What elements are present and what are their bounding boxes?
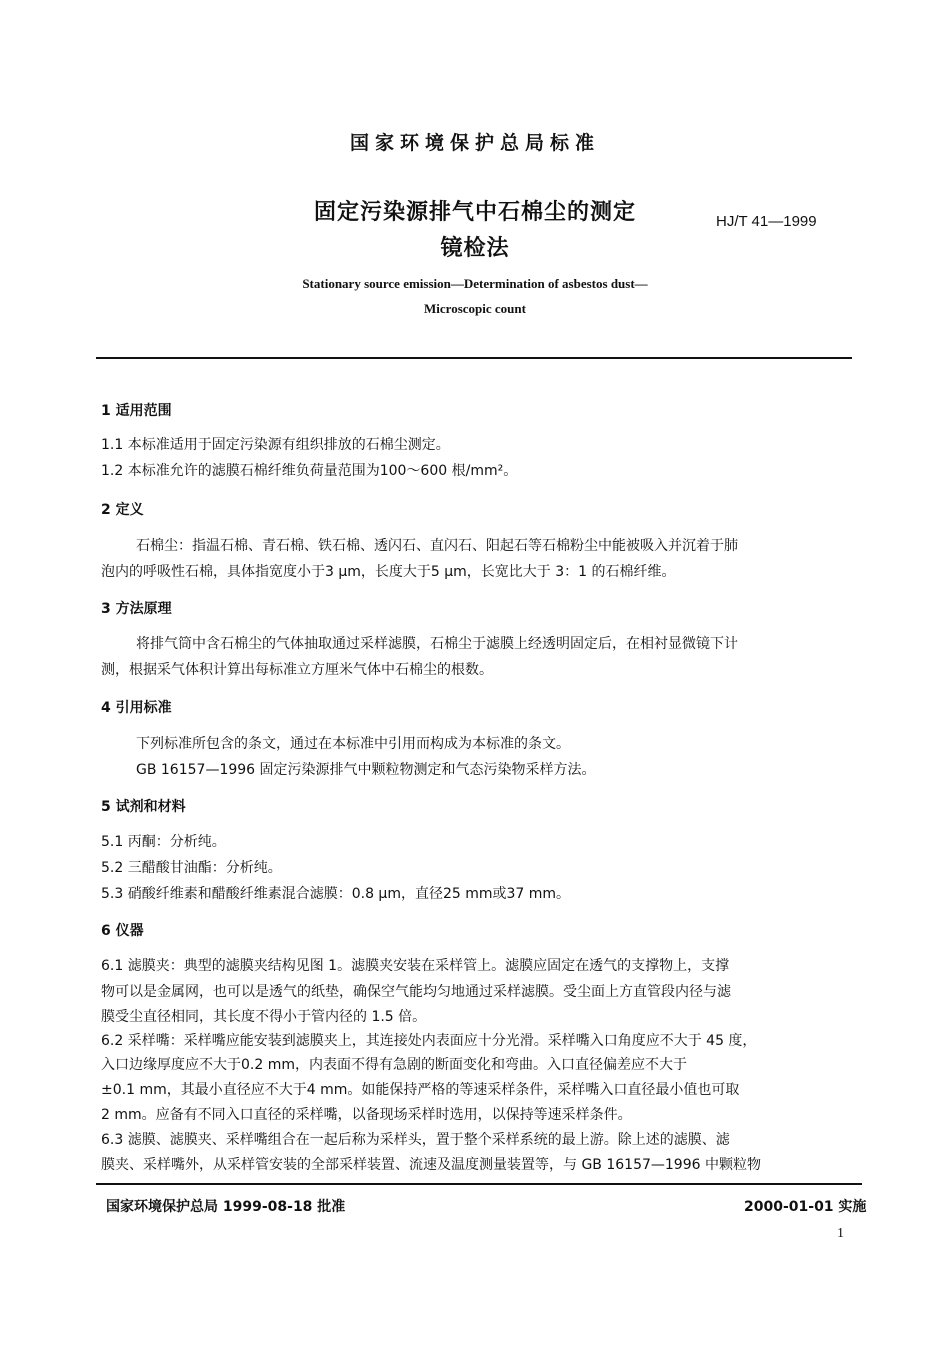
clause-6-2-line3: ±0.1 mm，其最小直径应不大于4 mm。如能保持严格的等速采样条件，采样嘴入口直径最小值也可取 [101, 1082, 740, 1098]
effective-date: 2000-01-01 实施 [744, 1199, 867, 1215]
principle-line2: 测，根据采气体积计算出每标准立方厘米气体中石棉尘的根数。 [101, 662, 493, 678]
section-1-heading: 1 适用范围 [101, 403, 172, 419]
definition-line2: 泡内的呼吸性石棉，具体指宽度小于3 μm，长度大于5 μm，长宽比大于 3：1 的石棉纤维。 [101, 564, 676, 580]
approval-info: 国家环境保护总局 1999-08-18 批准 [106, 1199, 346, 1215]
standard-title-line2: 镜检法 [440, 236, 510, 261]
clause-5-3: 5.3 硝酸纤维素和醋酸纤维素混合滤膜：0.8 μm，直径25 mm或37 mm。 [101, 886, 571, 902]
page-number: 1 [837, 1226, 844, 1241]
section-6-heading: 6 仪器 [101, 923, 144, 939]
clause-6-1-line2: 物可以是金属网，也可以是透气的纸垫，确保空气能均匀地通过采样滤膜。受尘面上方直管段内径与滤 [101, 984, 731, 1000]
clause-1-2: 1.2 本标准允许的滤膜石棉纤维负荷量范围为100～600 根/mm²。 [101, 463, 518, 479]
principle-line1: 将排气筒中含石棉尘的气体抽取通过采样滤膜，石棉尘于滤膜上经透明固定后，在相衬显微镜下计 [136, 636, 738, 652]
clause-5-1: 5.1 丙酮：分析纯。 [101, 834, 226, 850]
section-5-heading: 5 试剂和材料 [101, 799, 186, 815]
clause-6-3-line1: 6.3 滤膜、滤膜夹、采样嘴组合在一起后称为采样头，置于整个采样系统的最上游。除上述的滤膜、滤 [101, 1132, 730, 1148]
english-title-line2: Microscopic count [424, 301, 526, 316]
clause-6-2-line1: 6.2 采样嘴：采样嘴应能安装到滤膜夹上，其连接处内表面应十分光滑。采样嘴入口角度应不大于 45 度， [101, 1033, 757, 1049]
reference-line1: 下列标准所包含的条文，通过在本标准中引用而构成为本标准的条文。 [136, 736, 570, 752]
clause-6-2-line2: 入口边缘厚度应不大于0.2 mm，内表面不得有急剧的断面变化和弯曲。入口直径偏差应不大于 [101, 1057, 687, 1073]
standard-code: HJ/T 41—1999 [716, 213, 817, 230]
clause-1-1: 1.1 本标准适用于固定污染源有组织排放的石棉尘测定。 [101, 437, 450, 453]
issuing-agency: 国家环境保护总局标准 [349, 132, 600, 154]
clause-6-3-line2: 膜夹、采样嘴外，从采样管安装的全部采样装置、流速及温度测量装置等，与 GB 16157—1996 中颗粒物 [101, 1157, 761, 1173]
section-2-heading: 2 定义 [101, 502, 144, 518]
clause-6-1-line1: 6.1 滤膜夹：典型的滤膜夹结构见图 1。滤膜夹安装在采样管上。滤膜应固定在透气的支撑物上，支撑 [101, 958, 730, 974]
reference-line2: GB 16157—1996 固定污染源排气中颗粒物测定和气态污染物采样方法。 [136, 762, 596, 778]
clause-6-1-line3: 膜受尘直径相同，其长度不得小于管内径的 1.5 倍。 [101, 1009, 427, 1025]
clause-5-2: 5.2 三醋酸甘油酯：分析纯。 [101, 860, 282, 876]
section-4-heading: 4 引用标准 [101, 700, 172, 716]
standard-title-line1: 固定污染源排气中石棉尘的测定 [313, 200, 636, 225]
english-title-line1: Stationary source emission—Determination of asbestos dust— [302, 276, 648, 291]
definition-line1: 石棉尘：指温石棉、青石棉、铁石棉、透闪石、直闪石、阳起石等石棉粉尘中能被吸入并沉着于肺 [136, 538, 738, 554]
footer-divider [96, 1183, 862, 1185]
section-3-heading: 3 方法原理 [101, 601, 172, 617]
header-divider [96, 357, 852, 359]
clause-6-2-line4: 2 mm。应备有不同入口直径的采样嘴，以备现场采样时选用，以保持等速采样条件。 [101, 1107, 632, 1123]
